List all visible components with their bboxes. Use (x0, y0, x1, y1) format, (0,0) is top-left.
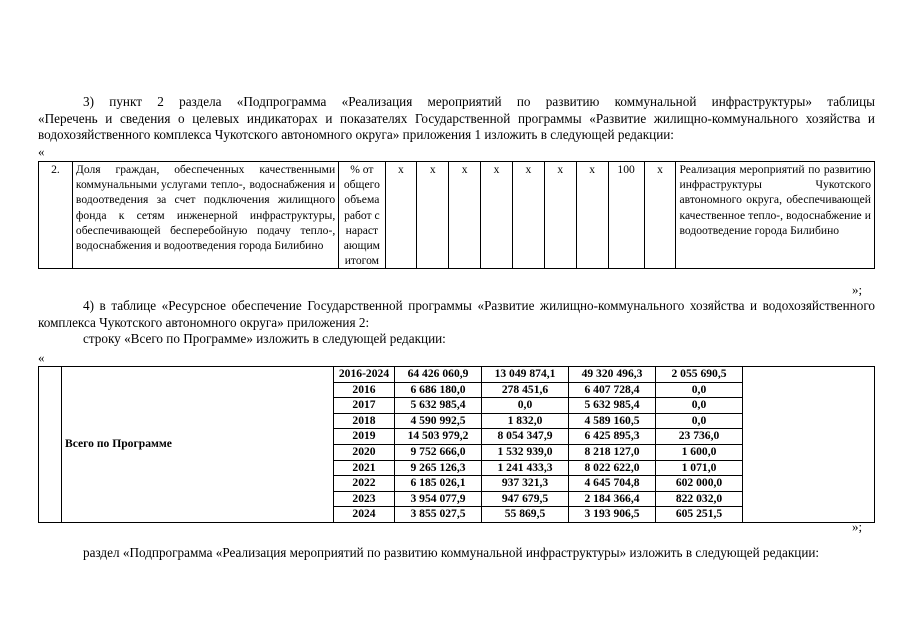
value-cell: x (417, 162, 449, 269)
year-cell: 2016 (334, 382, 395, 398)
paragraph-4: 4) в таблице «Ресурсное обеспечение Государственной программы «Развитие жилищно-коммунального хозяйства и водохозяйственного комплекса Чукотского автономного округа» приложения 2: (38, 298, 875, 330)
amount-cell: 5 632 985,4 (395, 398, 482, 414)
amount-cell: 23 736,0 (656, 429, 743, 445)
amount-cell: 6 425 895,3 (569, 429, 656, 445)
year-cell: 2016-2024 (334, 367, 395, 383)
amount-cell: 14 503 979,2 (395, 429, 482, 445)
year-cell: 2023 (334, 491, 395, 507)
value-cell: 100 (608, 162, 644, 269)
amount-cell: 2 184 366,4 (569, 491, 656, 507)
indicator-table (38, 161, 875, 269)
amount-cell: 6 185 026,1 (395, 476, 482, 492)
indicator-name: Доля граждан, обеспеченных качественными коммунальными услугами тепло-, водоснабжения и водоотведения за счет подключения жилищного фонда к сетям инженерной инфраструктуры, обеспечивающей бесперебойную подачу тепло-, водоснабжения и водоотведения города Билибино (72, 162, 338, 269)
unit-cell: % от общего объема работ с нараст ающим итогом (339, 162, 385, 269)
amount-cell: 3 193 906,5 (569, 507, 656, 523)
year-cell: 2017 (334, 398, 395, 414)
amount-cell: 1 071,0 (656, 460, 743, 476)
amount-cell: 9 752 666,0 (395, 444, 482, 460)
amount-cell: 3 855 027,5 (395, 507, 482, 523)
amount-cell: 602 000,0 (656, 476, 743, 492)
paragraph-5: раздел «Подпрограмма «Реализация мероприятий по развитию коммунальной инфраструктуры» изложить в следующей редакции: (83, 545, 820, 560)
year-cell: 2018 (334, 413, 395, 429)
amount-cell: 55 869,5 (482, 507, 569, 523)
amount-cell: 49 320 496,3 (569, 367, 656, 383)
table-row (39, 367, 875, 383)
value-cell: x (449, 162, 481, 269)
year-cell: 2022 (334, 476, 395, 492)
amount-cell: 8 218 127,0 (569, 444, 656, 460)
amount-cell: 1 832,0 (482, 413, 569, 429)
value-cell: x (513, 162, 545, 269)
row-label: Всего по Программе (62, 367, 334, 523)
amount-cell: 6 407 728,4 (569, 382, 656, 398)
amount-cell: 4 645 704,8 (569, 476, 656, 492)
open-quote-1: « (38, 144, 45, 159)
year-cell: 2020 (334, 444, 395, 460)
amount-cell: 0,0 (656, 382, 743, 398)
value-cell: x (385, 162, 417, 269)
paragraph-3-line1: 3) пункт 2 раздела «Подпрограмма «Реализация мероприятий по развитию коммунальной инфраструктуры» таблицы (83, 94, 875, 109)
value-cell: x (644, 162, 676, 269)
amount-cell: 6 686 180,0 (395, 382, 482, 398)
amount-cell: 13 049 874,1 (482, 367, 569, 383)
resource-table (38, 366, 875, 523)
amount-cell: 64 426 060,9 (395, 367, 482, 383)
amount-cell: 1 532 939,0 (482, 444, 569, 460)
amount-cell: 605 251,5 (656, 507, 743, 523)
row-number: 2. (39, 162, 73, 269)
amount-cell: 4 589 160,5 (569, 413, 656, 429)
year-cell: 2019 (334, 429, 395, 445)
value-cell: x (544, 162, 576, 269)
amount-cell: 3 954 077,9 (395, 491, 482, 507)
amount-cell: 0,0 (656, 398, 743, 414)
amount-cell: 1 600,0 (656, 444, 743, 460)
program-cell: Реализация мероприятий по развитию инфраструктуры Чукотского автономного округа, обеспечивающей качественное тепло-, водоснабжение и водоотведение города Билибино (676, 162, 875, 269)
amount-cell: 947 679,5 (482, 491, 569, 507)
value-cell: x (576, 162, 608, 269)
open-quote-2: « (38, 350, 45, 365)
amount-cell: 937 321,3 (482, 476, 569, 492)
amount-cell: 1 241 433,3 (482, 460, 569, 476)
paragraph-3-rest: «Перечень и сведения о целевых индикаторах и показателях Государственной программы «Развитие жилищно-коммунального хозяйства и водохозяйственного комплекса Чукотского автономного округа» приложения 1 изложить в следующей редакции: (38, 110, 875, 142)
amount-cell: 2 055 690,5 (656, 367, 743, 383)
amount-cell: 0,0 (482, 398, 569, 414)
blank-cell (39, 367, 62, 523)
amount-cell: 0,0 (656, 413, 743, 429)
table-row (39, 162, 875, 269)
amount-cell: 822 032,0 (656, 491, 743, 507)
amount-cell: 278 451,6 (482, 382, 569, 398)
year-cell: 2024 (334, 507, 395, 523)
paragraph-4-sub: строку «Всего по Программе» изложить в следующей редакции: (83, 331, 446, 346)
blank-cell (743, 367, 875, 523)
amount-cell: 9 265 126,3 (395, 460, 482, 476)
close-quote-1: »; (852, 282, 863, 297)
close-quote-2: »; (852, 519, 863, 534)
year-cell: 2021 (334, 460, 395, 476)
amount-cell: 5 632 985,4 (569, 398, 656, 414)
amount-cell: 4 590 992,5 (395, 413, 482, 429)
paragraph-3 (38, 94, 875, 144)
amount-cell: 8 054 347,9 (482, 429, 569, 445)
amount-cell: 8 022 622,0 (569, 460, 656, 476)
value-cell: x (481, 162, 513, 269)
